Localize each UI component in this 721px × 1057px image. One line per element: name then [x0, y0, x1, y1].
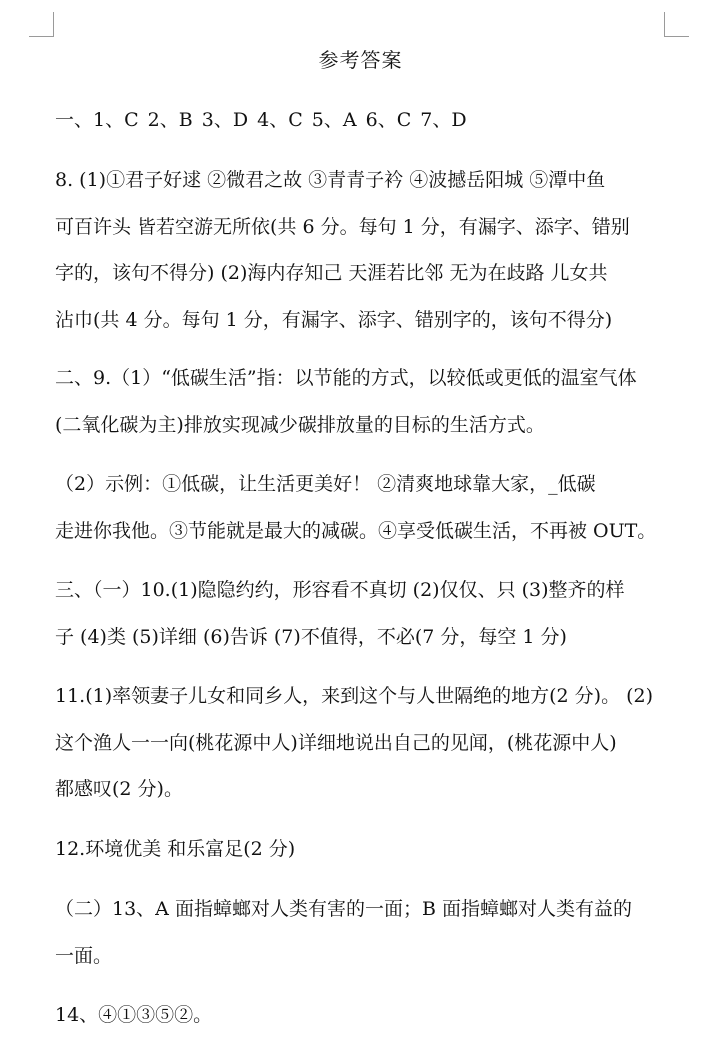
answer-line: 11.(1)率领妻子儿女和同乡人，来到这个与人世隔绝的地方(2 分)。 (2) [55, 685, 654, 707]
answer-line: 8. (1)①君子好逑 ②微君之故 ③青青子衿 ④波撼岳阳城 ⑤潭中鱼 [55, 169, 606, 191]
answer-line: 走进你我他。③节能就是最大的减碳。④享受低碳生活，不再被 OUT。 [55, 519, 657, 542]
question-12-answer [55, 826, 667, 873]
question-8-answer [55, 157, 667, 343]
answer-line: 沾巾(共 4 分。每句 1 分，有漏字、添字、错别字的，该句不得分) [55, 308, 613, 331]
answer-line: 12.环境优美 和乐富足(2 分) [55, 838, 296, 860]
answer-line: 可百许头 皆若空游无所依(共 6 分。每句 1 分，有漏字、添字、错别 [55, 215, 630, 238]
answer-line: 一面。 [55, 944, 113, 967]
question-13-answer [55, 886, 667, 979]
answer-line: （2）示例：①低碳，让生活更美好！ ②清爽地球靠大家，_低碳 [55, 473, 596, 495]
answer-line: 都感叹(2 分)。 [55, 778, 183, 800]
crop-mark-top-right [664, 12, 689, 37]
answer-line: 这个渔人一一向(桃花源中人)详细地说出自己的见闻，(桃花源中人) [55, 731, 617, 754]
answer-line: 三、（一）10.(1)隐隐约约，形容看不真切 (2)仅仅、只 (3)整齐的样 [55, 579, 625, 601]
multiple-choice-answers [55, 97, 667, 144]
answer-line: 14、④①③⑤②。 [55, 1004, 213, 1026]
question-9-part-2-answer [55, 461, 667, 554]
answer-line: (二氧化碳为主)排放实现减少碳排放量的目标的生活方式。 [55, 413, 545, 436]
answer-line: 子 (4)类 (5)详细 (6)告诉 (7)不值得，不必(7 分，每空 1 分) [55, 625, 567, 648]
answer-line: 二、9.（1）“低碳生活”指：以节能的方式，以较低或更低的温室气体 [55, 367, 637, 389]
question-10-answer [55, 567, 667, 660]
crop-mark-top-left [29, 12, 54, 37]
question-9-part-1-answer [55, 355, 667, 448]
answer-line: （二）13、A 面指蟑螂对人类有害的一面；B 面指蟑螂对人类有益的 [55, 898, 632, 920]
question-14-answer [55, 992, 667, 1039]
page-title: 参考答案 [318, 48, 403, 72]
question-11-answer [55, 673, 667, 813]
answer-line: 一、1、C 2、B 3、D 4、C 5、A 6、C 7、D [55, 109, 467, 131]
answer-line: 字的，该句不得分) (2)海内存知己 天涯若比邻 无为在歧路 儿女共 [55, 262, 608, 284]
